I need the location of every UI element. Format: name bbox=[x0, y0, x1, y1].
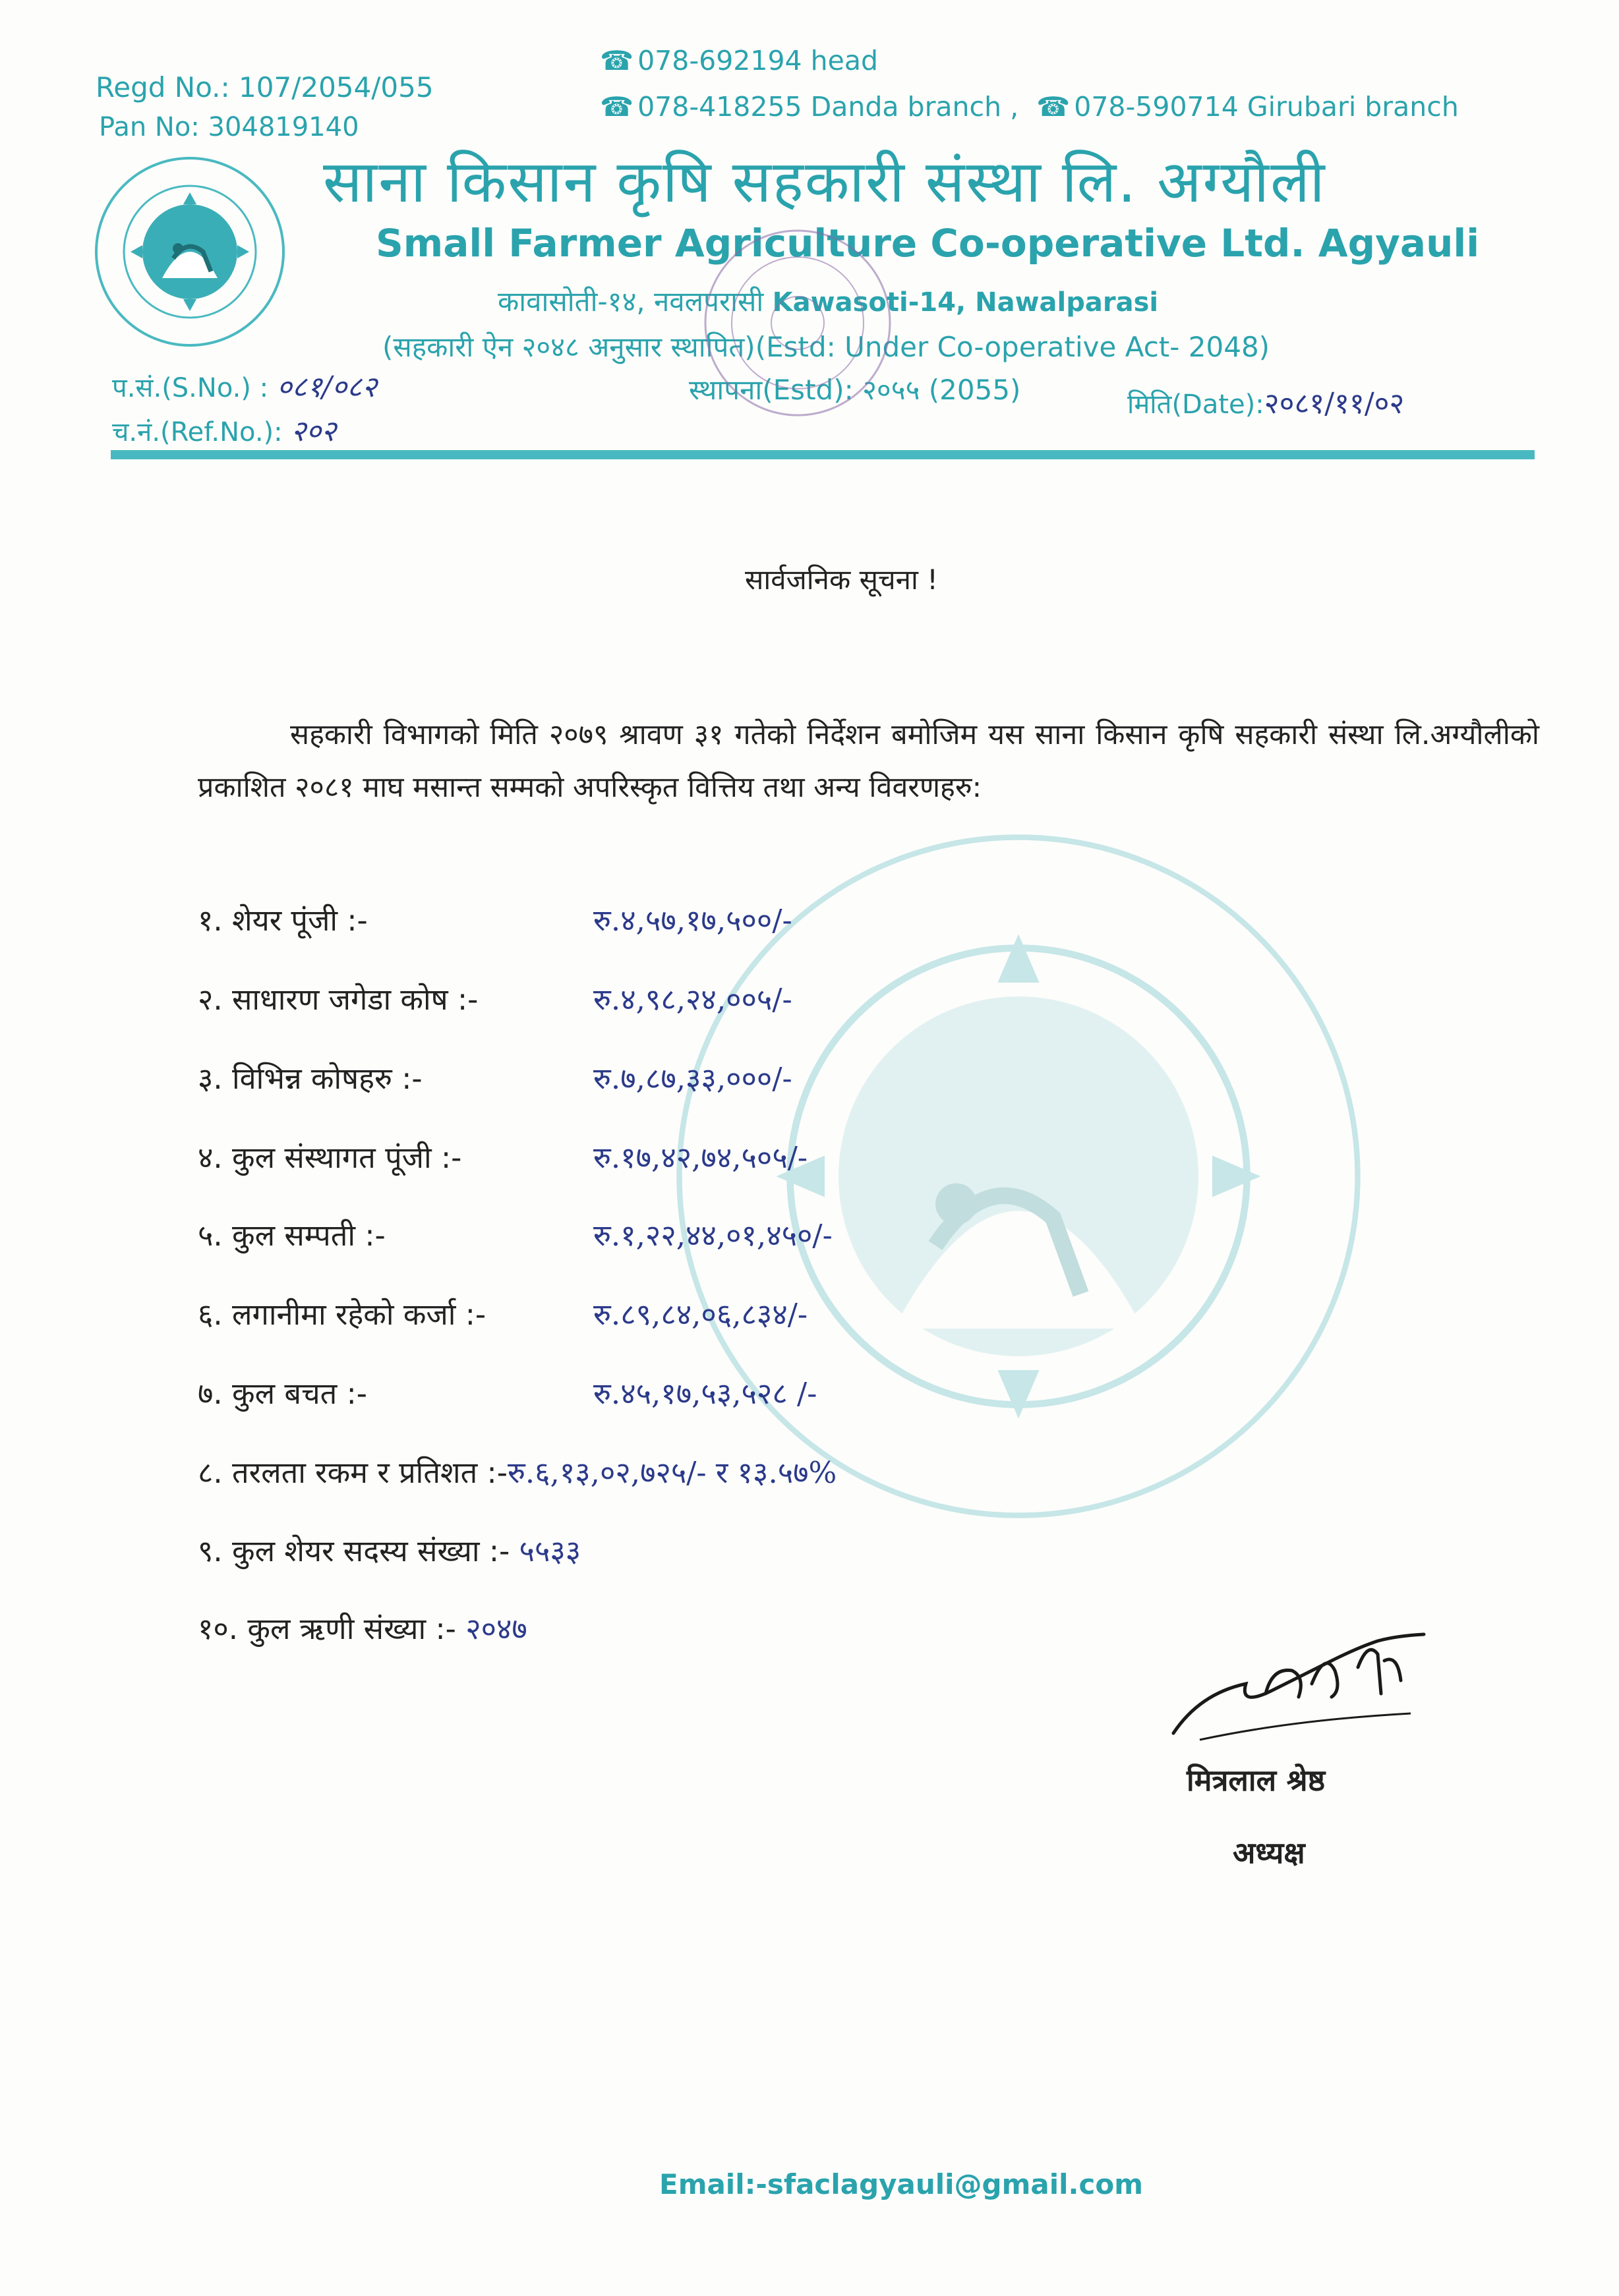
signature-icon bbox=[1160, 1621, 1437, 1753]
contact-email[interactable]: Email:-sfaclagyauli@gmail.com bbox=[659, 2168, 1143, 2200]
date: मिति(Date):२०८१/११/०२ bbox=[1127, 387, 1405, 420]
list-item: ३. विभिन्न कोषहरु :- रु.७,८७,३३,०००/- bbox=[198, 1061, 792, 1096]
org-name-english: Small Farmer Agriculture Co-operative Ltd. Agyauli bbox=[376, 221, 1480, 266]
list-item: ९. कुल शेयर सदस्य संख्या :- ५५३३ bbox=[198, 1534, 581, 1568]
signer-name: मित्रलाल श्रेष्ठ bbox=[1187, 1763, 1326, 1798]
signer-role: अध्यक्ष bbox=[1233, 1835, 1305, 1870]
list-item: ६. लगानीमा रहेको कर्जा :- रु.८९,८४,०६,८३४/- bbox=[198, 1297, 808, 1332]
pan-number: Pan No: 304819140 bbox=[99, 112, 359, 142]
registration-number: Regd No.: 107/2054/055 bbox=[96, 71, 434, 103]
notice-paragraph: सहकारी विभागको मिति २०७९ श्रावण ३१ गतेको निर्देशन बमोजिम यस साना किसान कृषि सहकारी संस्था लि.अग्यौलीको प्रकाशित २०८१ माघ मसान्त सम्मको अपरिस्कृत वित्तिय तथा अन्य विवरणहरु: bbox=[198, 718, 1539, 804]
list-item: ४. कुल संस्थागत पूंजी :- रु.१७,४२,७४,५०५/- bbox=[198, 1140, 808, 1175]
establishment-act: (सहकारी ऐन २०४८ अनुसार स्थापित)(Estd: Under Co-operative Act- 2048) bbox=[382, 331, 1270, 363]
phone-icon: ☎ bbox=[600, 91, 634, 123]
phone-icon: ☎ bbox=[600, 45, 634, 76]
phone-icon: ☎ bbox=[1036, 91, 1071, 123]
list-item: १. शेयर पूंजी :- रु.४,५७,१७,५००/- bbox=[198, 903, 792, 938]
list-item: १०. कुल ऋणी संख्या :- २०४७ bbox=[198, 1611, 527, 1646]
reference-number: च.नं.(Ref.No.): २०२ bbox=[112, 415, 336, 448]
address: कावासोती-१४, नवलपरासी Kawasoti-14, Nawalparasi bbox=[498, 285, 1159, 318]
organization-logo-icon bbox=[91, 153, 289, 351]
header-divider bbox=[111, 450, 1535, 459]
stamp-seal-icon bbox=[699, 224, 897, 422]
list-item: ५. कुल सम्पती :- रु.१,२२,४४,०१,४५०/- bbox=[198, 1218, 833, 1253]
org-name-nepali: साना किसान कृषि सहकारी संस्था लि. अग्यौली bbox=[323, 148, 1326, 215]
list-item: ७. कुल बचत :- रु.४५,१७,५३,५२८ /- bbox=[198, 1376, 817, 1411]
list-item: २. साधारण जगेडा कोष :- रु.४,९८,२४,००५/- bbox=[198, 982, 792, 1017]
notice-heading: सार्वजनिक सूचना ! bbox=[745, 563, 939, 596]
phone-head: ☎ 078-692194 head bbox=[600, 45, 879, 76]
phone-branches: ☎ 078-418255 Danda branch , ☎ 078-590714 Girubari branch bbox=[600, 91, 1459, 123]
establishment-year: स्थापना(Estd): २०५५ (2055) bbox=[689, 374, 1021, 406]
serial-number: प.सं.(S.No.) : ०८१/०८२ bbox=[112, 370, 377, 404]
list-item: ८. तरलता रकम र प्रतिशत :-रु.६,१३,०२,७२५/- र १३.५७% bbox=[198, 1455, 837, 1490]
